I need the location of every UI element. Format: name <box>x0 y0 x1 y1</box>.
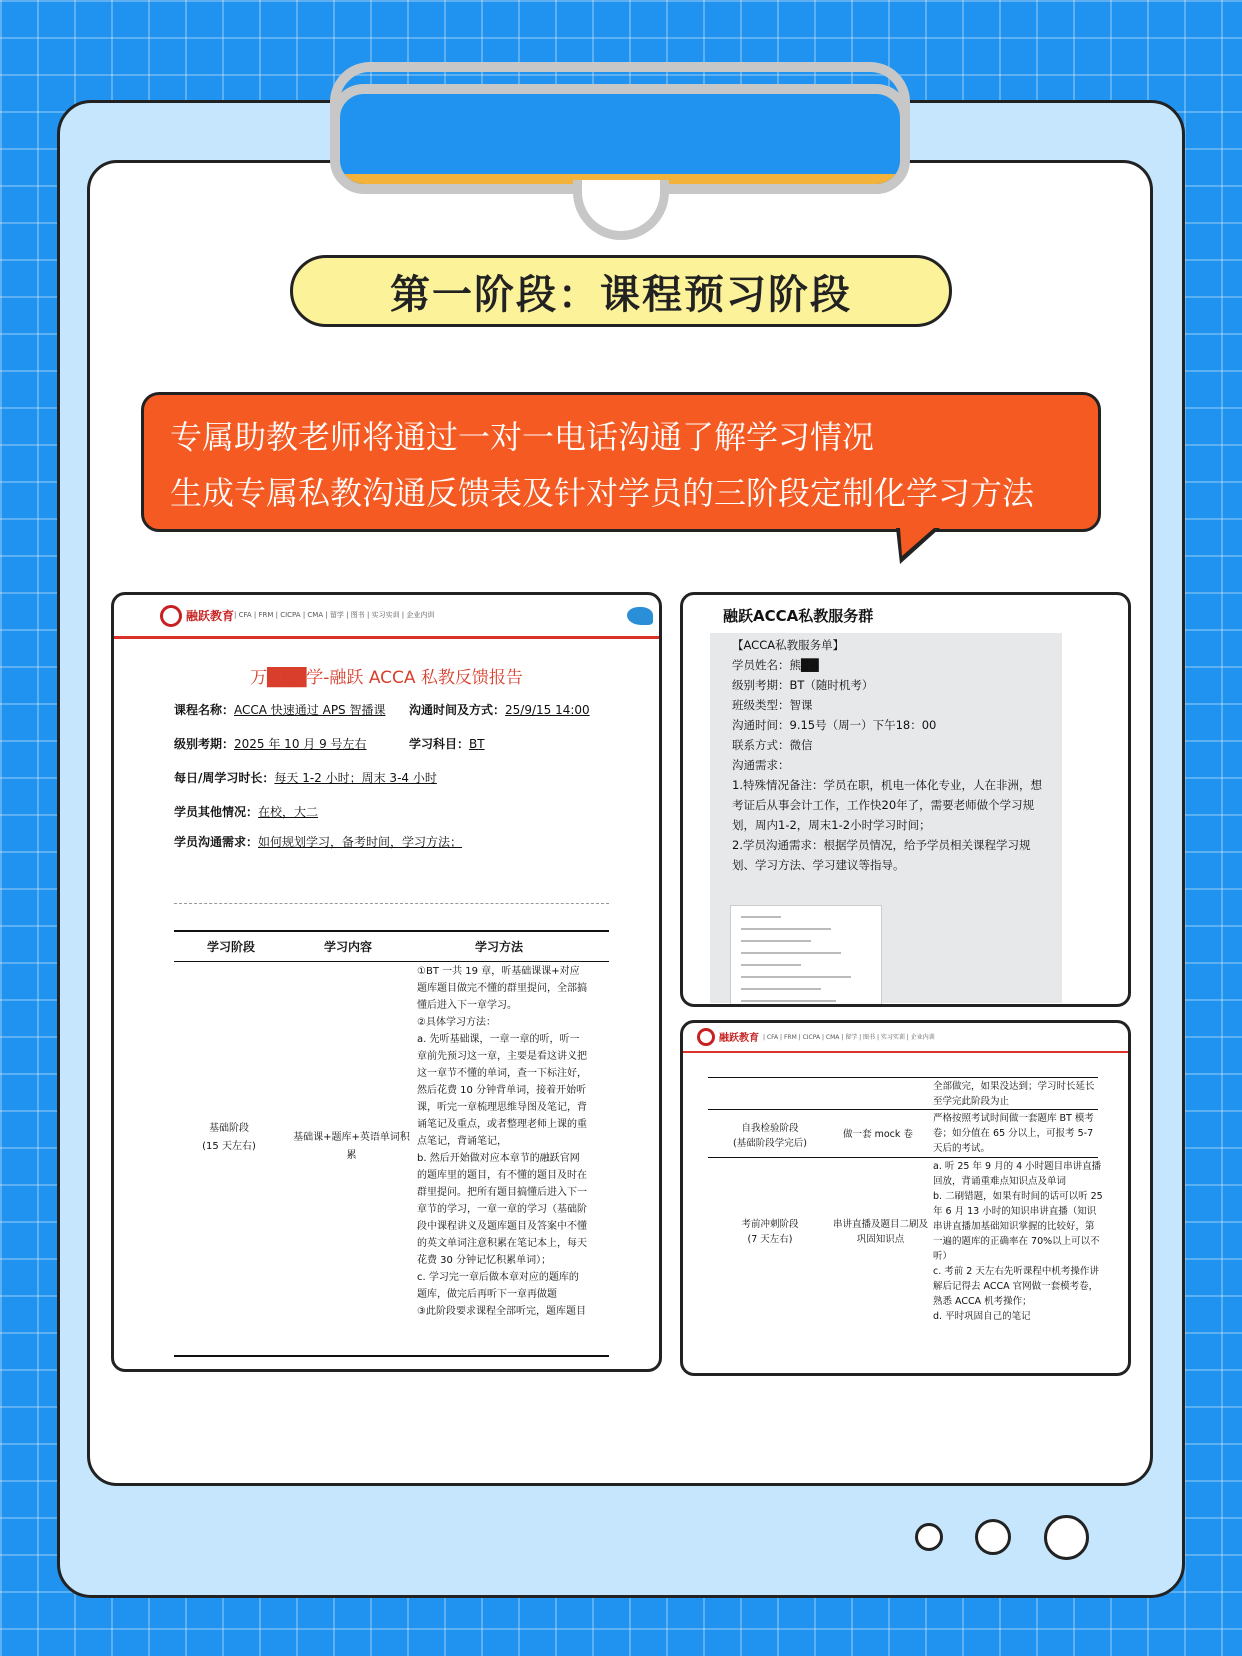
method-cell: ①BT 一共 19 章，听基础课课+对应题库题目做完不懂的群里提问，全部搞懂后进入下一章学习。 ②具体学习方法： a. 先听基础课，一章一章的听，听一章前先预习这一章，主要是看这讲义把这一章节不懂的单词，查一下标注好，然后花费 10 分钟背单词，接着开始听课，听完一章梳理思维导图及笔记，背诵笔记及重点，或者整理老师上课的重点笔记，背诵笔记， b. 然后开始做对应本章节的融跃官网的题库里的题目，有不懂的题目及时在群里提问。把所有题目搞懂后进入下一章节的学习，一章一章的学习（基础阶段中课程讲义及题库题目及答案中不懂的英文单词注意积累在笔记本上，每天花费 30 分钟记忆积累单词）； c. 学习完一章后做本章对应的题库的题库，做完后再听下一章再做题 ③此阶段要求课程全部听完，题库题目 <box>417 966 587 1317</box>
logo-icon <box>697 1028 715 1046</box>
col-stage: 学习阶段 <box>207 940 256 954</box>
report-title: 万███学-融跃 ACCA 私教反馈报告 <box>250 668 523 688</box>
report-header <box>114 595 659 639</box>
logo-text: 融跃教育 <box>186 609 235 623</box>
chat-message: 【ACCA私教服务单】 学员姓名：熊██ 级别考期：BT（随时机考） 班级类型：智课 沟通时间：9.15号（周一）下午18：00 联系方式：微信 沟通需求： 1.特殊情况备注：学员在职，机电一体化专业，人在非洲，想 考证后从事会计工作，工作快20年了，需要老师做个学习规 划，周内1-2，周末1-2小时学习时间； 2.学员沟通需求：根据学员情况，给予学员相关课程学习规 划、学习方法、学习建议等指导。 <box>710 633 1062 1003</box>
course-row: 课程名称：ACCA 快速通过 APS 智播课 <box>174 703 386 717</box>
dolphin-icon <box>627 607 653 625</box>
logo-menu: | CFA | FRM | CICPA | CMA | 留学 | 图书 | 实习实训 | 企业内训 <box>234 611 435 619</box>
stage-title-pill <box>290 255 952 327</box>
bubble-line-1: 专属助教老师将通过一对一电话沟通了解学习情况 <box>170 418 875 456</box>
speech-bubble <box>141 392 1101 532</box>
chat-group-card <box>680 592 1131 1007</box>
level-row: 级别考期：2025 年 10 月 9 号左右 <box>174 737 367 751</box>
logo-icon <box>160 605 182 627</box>
subject-row: 学习科目：BT <box>409 737 485 751</box>
other-row: 学员其他情况：在校，大二 <box>174 805 319 819</box>
stage-cell: 基础阶段 (15 天左右) <box>202 1123 256 1152</box>
clip-front <box>330 84 910 194</box>
feedback-report-card <box>111 592 662 1372</box>
stage1-cell: 自我检验阶段 (基础阶段学完后) <box>733 1123 807 1149</box>
stage-title: 第一阶段：课程预习阶段 <box>390 271 852 318</box>
content-cell: 基础课+题库+英语单词积累 <box>293 1132 410 1161</box>
hours-row: 每日/周学习时长：每天 1-2 小时；周末 3-4 小时 <box>174 771 437 785</box>
time-row: 沟通时间及方式：25/9/15 14:00 <box>409 703 590 717</box>
col-method: 学习方法 <box>475 940 524 954</box>
stage2-cell: 考前冲刺阶段 (7 天左右) <box>741 1219 799 1245</box>
needs-row: 学员沟通需求：如何规划学习，备考时间，学习方法； <box>174 835 463 849</box>
chat-title: 融跃ACCA私教服务群 <box>723 607 874 625</box>
col-content: 学习内容 <box>324 940 373 954</box>
stage2-method: a. 听 25 年 9 月的 4 小时题目串讲直播回放，背诵重难点知识点及单词 b. 二刷错题，如果有时间的话可以听 25 年 6 月 13 小时的知识串讲直播（知识串讲直播加基础知识掌握的比较好，第一遍的题库的正确率在 70%以上可以不听） c. 考前 2 天左右先听课程中机考操作讲解后记得去 ACCA 官网做一套模考卷，熟悉 ACCA 机考操作； d. 平时巩固自己的笔记 <box>933 1161 1103 1322</box>
screenshot-thumbnail[interactable] <box>730 905 882 1007</box>
report-page-2-card: 融跃教育 | CFA | FRM | CICPA | CMA | 留学 | 图书 | 实习实训 | 企业内训 全部做完，如果没达到；学习时长延长至学完此阶段为止 自我检验阶段 (基础阶段学完后) 做一套 mock 卷 严格按照考试时间做一套题库 BT 模考卷；如分值在 65 分以上，可报考 5-7 天后的考试。 考前冲刺阶段 (7 天左右) 串讲直播及题目二刷及巩固知识点 a. 听 25 年 9 月的 4 小时题目串讲直播回放，背诵重难点知识点及单词 b. 二刷错题，如果有时间的话可以听 25 年 6 月 13 小时的知识串讲直播（知识串讲直播加基础知识掌握的比较好，第一遍的题库的正确率在 70%以上可以不听） c. 考前 2 天左右先听课程中机考操作讲解后记得去 ACCA 官网做一套模考卷，熟悉 ACCA 机考操作； d. 平时巩固自己的笔记 <box>680 1020 1131 1376</box>
bubble-line-2: 生成专属私教沟通反馈表及针对学员的三阶段定制化学习方法 <box>170 474 1035 512</box>
